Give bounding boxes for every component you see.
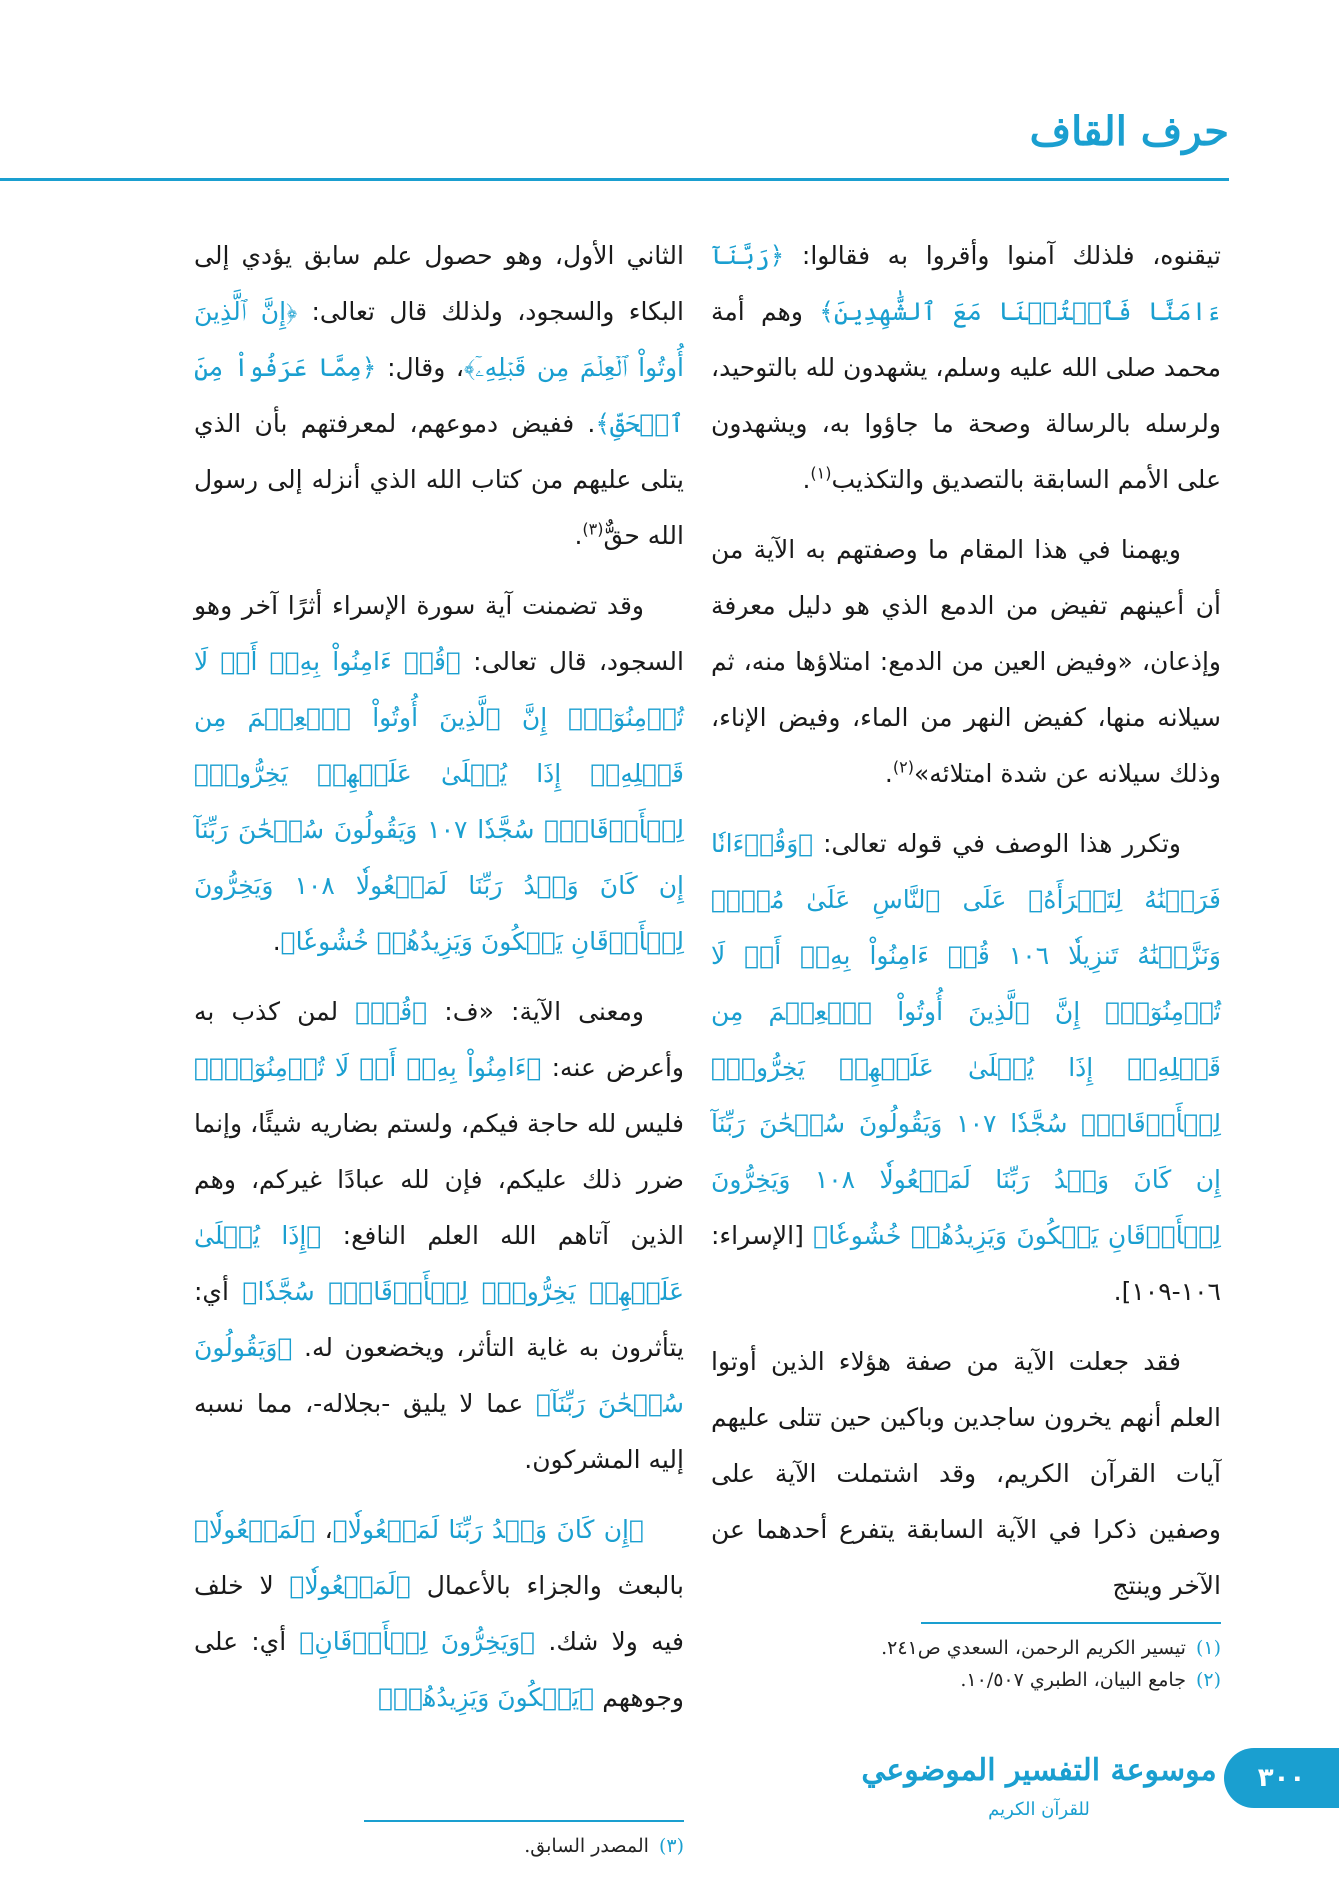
body-text: [الإسراء: ١٠٦-١٠٩].	[711, 1221, 1221, 1306]
footnote-rule	[921, 1622, 1221, 1624]
footnote-ref[interactable]: (٢)	[892, 757, 914, 777]
body-text: وهم أمة محمد صلى الله عليه وسلم، يشهدون لله بالتوحيد، ولرسله بالرسالة وصحة ما جاؤوا به، ويشهدون على الأمم السابقة بالتصديق والتكذيب	[711, 297, 1221, 494]
body-text: تيقنوه، فلذلك آمنوا وأقروا به فقالوا:	[784, 241, 1221, 270]
body-text: الثاني الأول، وهو حصول علم سابق يؤدي إلى البكاء والسجود، ولذلك قال تعالى:	[194, 241, 684, 326]
footnotes-left	[194, 1830, 684, 1862]
quran-verse: ﴿لَمَفۡعُولٗا﴾	[289, 1571, 411, 1600]
footnote-text: تيسير الكريم الرحمن، السعدي ص٢٤١.	[881, 1637, 1186, 1659]
footnote	[194, 1830, 684, 1862]
body-text: وقد تضمنت آية سورة الإسراء أثرًا آخر وهو السجود، قال تعالى:	[194, 591, 684, 676]
quran-verse: ﴿رَبَّنَآ ءَامَنَّا فَٱكۡتُبۡنَا مَعَ ٱلشَّٰهِدِينَ﴾	[711, 241, 1221, 326]
logo-line1: موسوعة التفسير الموضوعي	[861, 1753, 1217, 1788]
quran-verse: ﴿لَمَفۡعُولٗا﴾	[194, 1515, 316, 1544]
paragraph	[711, 522, 1221, 802]
quran-verse: ﴿قُلۡ﴾	[355, 997, 428, 1026]
body-text: ويهمنا في هذا المقام ما وصفتهم به الآية من أن أعينهم تفيض من الدمع الذي هو دليل معرفة وإذعان، «وفيض العين من الدمع: امتلاؤها منه، ثم سيلانه منها، كفيض النهر من الماء، وفيض الإناء، وذلك سيلانه عن شدة امتلائه»	[711, 535, 1221, 788]
body-text: بالبعث والجزاء بالأعمال	[410, 1571, 684, 1600]
body-text: ،	[315, 1515, 333, 1544]
body-text: فليس لله حاجة فيكم، ولستم بضاريه شيئًا، وإنما ضرر ذلك عليكم، فإن لله عبادًا غيركم، وهم الذين آتاهم الله العلم النافع:	[194, 1109, 684, 1250]
header-rule	[0, 178, 1229, 181]
footnote-number: (١)	[1195, 1637, 1221, 1659]
body-text: لا خلف فيه ولا شك.	[194, 1571, 684, 1656]
quran-verse: ﴿إِن كَانَ وَعۡدُ رَبِّنَا لَمَفۡعُولٗا﴾	[332, 1515, 645, 1544]
body-text: أي: يتأثرون به غاية التأثر، ويخضعون له.	[194, 1277, 684, 1362]
quran-verse: ﴿وَيَقُولُونَ سُبۡحَٰنَ رَبِّنَآ﴾	[194, 1333, 684, 1418]
paragraph	[194, 578, 684, 970]
body-text: .	[574, 521, 583, 550]
quran-verse: ﴿إِنَّ ٱلَّذِينَ أُوتُواْ ٱلۡعِلۡمَ مِن قَبۡلِهِۦٓ﴾	[194, 297, 685, 382]
body-text: أي: على وجوههم	[194, 1627, 684, 1712]
body-text: ، وقال:	[376, 353, 465, 382]
paragraph	[194, 1502, 684, 1726]
logo-line2: للقرآن الكريم	[988, 1799, 1090, 1820]
footnote	[711, 1664, 1221, 1696]
paragraph	[194, 984, 684, 1488]
right-column	[711, 228, 1221, 1628]
footnote	[711, 1632, 1221, 1664]
page-header-title: حرف القاف	[1029, 108, 1229, 155]
paragraph	[194, 228, 684, 564]
body-text: .	[802, 465, 811, 494]
left-column	[194, 228, 684, 1740]
footnotes-right	[711, 1632, 1221, 1696]
paragraph	[711, 228, 1221, 508]
footnote-ref[interactable]: (١)	[810, 463, 832, 483]
footnote-number: (٣)	[658, 1835, 684, 1857]
quran-verse: ﴿وَقُرۡءَانٗا فَرَقۡنَٰهُ لِتَقۡرَأَهُۥ عَلَى ٱلنَّاسِ عَلَىٰ مُكۡثٖ وَنَزَّلۡنَٰهُ تَنزِيلٗا ١٠٦ قُلۡ ءَامِنُواْ بِهِۦٓ أَوۡ لَا تُؤۡمِنُوٓاْۚ إِنَّ ٱلَّذِينَ أُوتُواْ ٱلۡعِلۡمَ مِن قَبۡلِهِۦٓ إِذَا يُتۡلَىٰ عَلَيۡهِمۡ يَخِرُّونَۤ لِلۡأَذۡقَانِۤ سُجَّدٗا ١٠٧ وَيَقُولُونَ سُبۡحَٰنَ رَبِّنَآ إِن كَانَ وَعۡدُ رَبِّنَا لَمَفۡعُولٗا ١٠٨ وَيَخِرُّونَ لِلۡأَذۡقَانِ يَبۡكُونَ وَيَزِيدُهُمۡ خُشُوعٗا﴾	[711, 829, 1222, 1250]
encyclopedia-logo	[861, 1725, 1217, 1835]
paragraph	[711, 1334, 1221, 1614]
quran-verse: ﴿وَيَخِرُّونَ لِلۡأَذۡقَانِ﴾	[299, 1627, 536, 1656]
body-text: وتكرر هذا الوصف في قوله تعالى:	[813, 829, 1181, 858]
footnote-text: جامع البيان، الطبري ١٠/٥٠٧.	[960, 1669, 1186, 1691]
quran-verse: ﴿مِمَّا عَرَفُواْ مِنَ ٱلۡحَقِّ﴾	[194, 353, 684, 438]
paragraph	[711, 816, 1221, 1320]
body-text: عما لا يليق -بجلاله-، مما نسبه إليه المشركون.	[194, 1389, 684, 1474]
body-text: لمن كذب به وأعرض عنه:	[194, 997, 684, 1082]
footnote-number: (٢)	[1195, 1669, 1221, 1691]
body-text: . ففيض دموعهم، لمعرفتهم بأن الذي يتلى عليهم من كتاب الله الذي أنزله إلى رسول الله حقٌّ	[194, 409, 684, 550]
quran-verse: ﴿قُلۡ ءَامِنُواْ بِهِۦٓ أَوۡ لَا تُؤۡمِنُوٓاْۚ إِنَّ ٱلَّذِينَ أُوتُواْ ٱلۡعِلۡمَ مِن قَبۡلِهِۦٓ إِذَا يُتۡلَىٰ عَلَيۡهِمۡ يَخِرُّونَۤ لِلۡأَذۡقَانِۤ سُجَّدٗا ١٠٧ وَيَقُولُونَ سُبۡحَٰنَ رَبِّنَآ إِن كَانَ وَعۡدُ رَبِّنَا لَمَفۡعُولٗا ١٠٨ وَيَخِرُّونَ لِلۡأَذۡقَانِ يَبۡكُونَ وَيَزِيدُهُمۡ خُشُوعٗا﴾	[194, 647, 684, 956]
quran-verse: ﴿يَبۡكُونَ وَيَزِيدُهُمۡ﴾	[378, 1683, 595, 1712]
page-number-badge	[1224, 1748, 1339, 1808]
page-number: ٣٠٠	[1257, 1763, 1306, 1793]
body-text: فقد جعلت الآية من صفة هؤلاء الذين أوتوا العلم أنهم يخرون ساجدين وباكين حين تتلى عليهم آيات القرآن الكريم، وقد اشتملت الآية على وصفين ذكرا في الآية السابقة يتفرع أحدهما عن الآخر وينتج	[711, 1347, 1221, 1600]
body-text: ومعنى الآية: «ف:	[427, 997, 644, 1026]
footnote-ref[interactable]: (٣)	[582, 519, 604, 539]
body-text: .	[884, 759, 893, 788]
footnote-text: المصدر السابق.	[524, 1835, 649, 1857]
footnote-rule	[364, 1820, 684, 1822]
quran-verse: ﴿ءَامِنُواْ بِهِۦٓ أَوۡ لَا تُؤۡمِنُوٓاْۚ﴾	[194, 1053, 542, 1082]
quran-verse: ﴿إِذَا يُتۡلَىٰ عَلَيۡهِمۡ يَخِرُّونَۤ لِلۡأَذۡقَانِۤ سُجَّدٗا﴾	[194, 1221, 685, 1306]
body-text: .	[272, 927, 281, 956]
